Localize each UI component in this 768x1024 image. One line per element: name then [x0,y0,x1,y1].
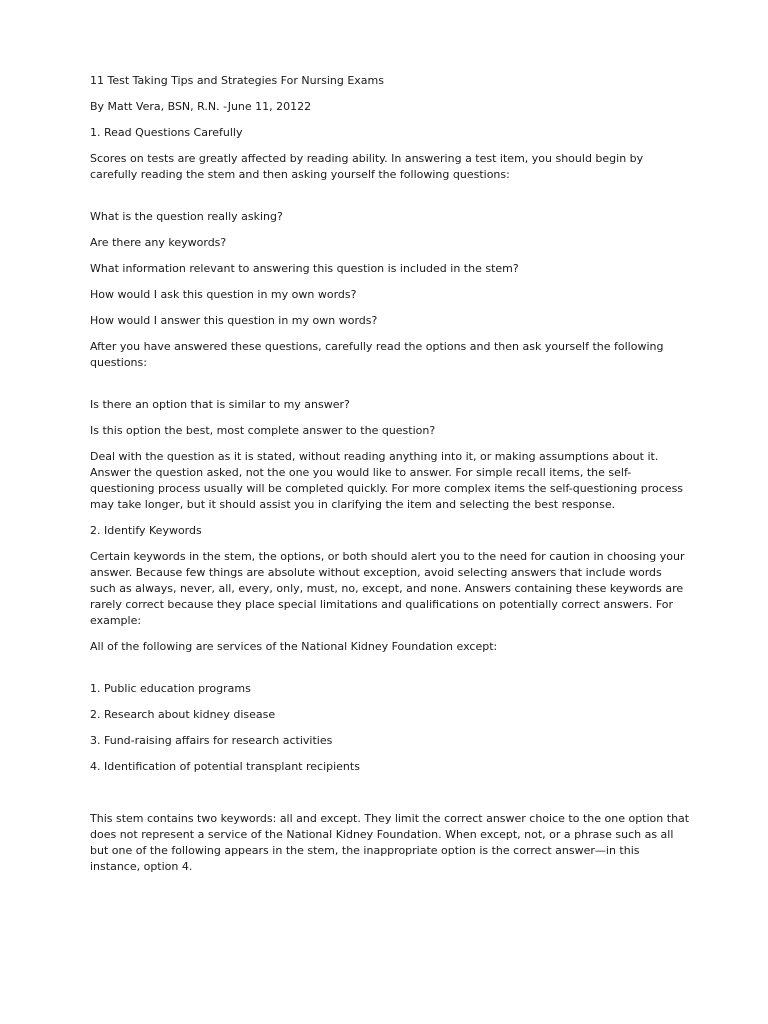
stem-question: How would I ask this question in my own words? [90,288,357,301]
stem-question: Are there any keywords? [90,236,227,249]
stem-question: What information relevant to answering this question is included in the stem? [90,262,519,275]
conclusion-paragraph: This stem contains two keywords: all and except. They limit the correct answer choice to the one option that does not represent a service of the National Kidney Foundation. When except, not, or a phrase such as all but one of the following appears in the stem, the inappropriate option is the correct answer—in this instance, option 4. [90,812,690,873]
stem-question: How would I answer this question in my own words? [90,314,378,327]
option-question: Is this option the best, most complete answer to the question? [90,424,436,437]
example-option: 2. Research about kidney disease [90,708,276,721]
byline: By Matt Vera, BSN, R.N. -June 11, 20122 [90,100,312,113]
example-stem: All of the following are services of the National Kidney Foundation except: [90,640,498,653]
document-body [90,73,690,885]
section-heading-identify-keywords: 2. Identify Keywords [90,524,202,537]
spacer [90,193,690,209]
spacer [90,381,690,397]
spacer [90,785,690,811]
options-intro-paragraph: After you have answered these questions, carefully read the options and then ask yourself the following questions: [90,340,664,369]
example-option: 4. Identification of potential transplant recipients [90,760,360,773]
stem-question: What is the question really asking? [90,210,283,223]
spacer [90,665,690,681]
keywords-paragraph: Certain keywords in the stem, the options, or both should alert you to the need for caution in choosing your answer. Because few things are absolute without exception, avoid selecting answers that include words such as always, never, all, every, only, must, no, except, and none. Answers containing these keywords are rarely correct because they place special limitations and qualifications on potentially correct answers. For example: [90,550,685,627]
section1-intro-paragraph: Scores on tests are greatly affected by reading ability. In answering a test item, you should begin by carefully reading the stem and then asking yourself the following questions: [90,152,644,181]
option-question: Is there an option that is similar to my answer? [90,398,350,411]
example-option: 3. Fund-raising affairs for research activities [90,734,333,747]
deal-with-question-paragraph: Deal with the question as it is stated, without reading anything into it, or making assumptions about it. Answer the question asked, not the one you would like to answer. For simple recall items, the self-questioning process usually will be completed quickly. For more complex items the self-questioning process may take longer, but it should assist you in clarifying the item and selecting the best response. [90,450,684,511]
document-title: 11 Test Taking Tips and Strategies For Nursing Exams [90,74,384,87]
example-option: 1. Public education programs [90,682,251,695]
section-heading-read-questions: 1. Read Questions Carefully [90,126,243,139]
